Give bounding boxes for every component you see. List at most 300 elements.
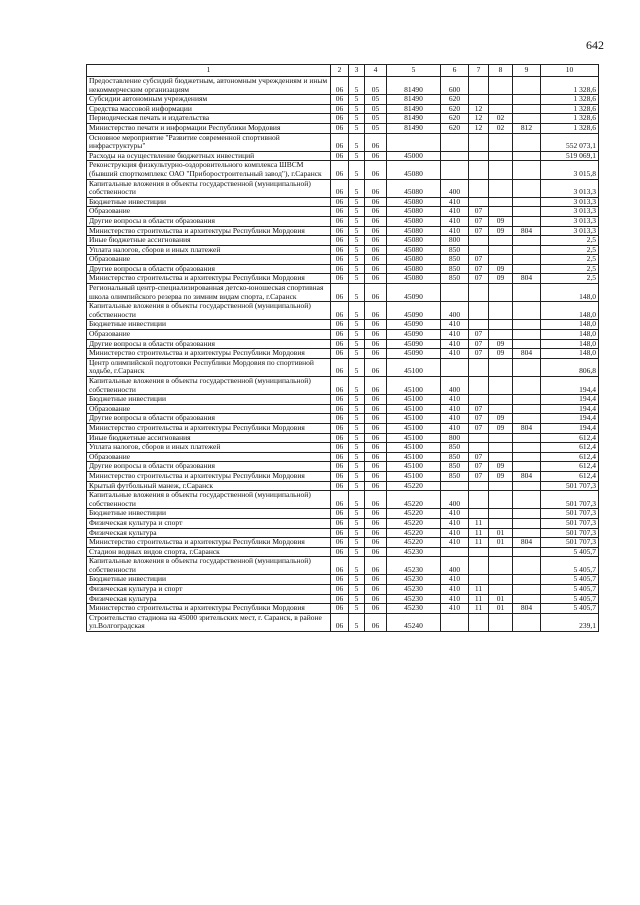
amount-cell: 194,4 — [541, 377, 599, 395]
subsection-cell — [489, 236, 513, 246]
code-cell: 5 — [349, 104, 365, 114]
table-row — [87, 114, 599, 124]
code-cell: 5 — [349, 414, 365, 424]
section-cell: 11 — [469, 518, 489, 528]
target-code-cell: 45000 — [387, 151, 441, 161]
section-cell: 07 — [469, 471, 489, 481]
target-code-cell: 45080 — [387, 161, 441, 179]
subsection-cell: 01 — [489, 528, 513, 538]
ministry-cell — [513, 404, 541, 414]
code-cell: 06 — [365, 179, 387, 197]
item-name-cell: Министерство печати и информации Республики Мордовия — [87, 123, 331, 133]
code-cell: 06 — [365, 358, 387, 376]
code-cell: 06 — [365, 518, 387, 528]
table-row — [87, 77, 599, 95]
item-name-cell: Бюджетные инвестиции — [87, 320, 331, 330]
code-cell: 5 — [349, 207, 365, 217]
ministry-cell — [513, 236, 541, 246]
item-name-cell: Образование — [87, 255, 331, 265]
code-cell: 06 — [365, 151, 387, 161]
code-cell: 5 — [349, 77, 365, 95]
amount-cell: 501 707,3 — [541, 538, 599, 548]
table-row — [87, 339, 599, 349]
subsection-cell — [489, 509, 513, 519]
table-row — [87, 547, 599, 557]
code-cell: 06 — [365, 481, 387, 491]
code-cell: 5 — [349, 264, 365, 274]
section-cell: 11 — [469, 585, 489, 595]
item-name-cell: Образование — [87, 330, 331, 340]
code-cell: 5 — [349, 236, 365, 246]
amount-cell: 612,4 — [541, 452, 599, 462]
item-name-cell: Другие вопросы в области образования — [87, 216, 331, 226]
target-code-cell: 45100 — [387, 423, 441, 433]
code-cell: 06 — [331, 604, 349, 614]
table-row — [87, 330, 599, 340]
code-cell: 5 — [349, 320, 365, 330]
code-cell: 5 — [349, 538, 365, 548]
target-code-cell: 45080 — [387, 236, 441, 246]
table-row — [87, 452, 599, 462]
code-cell: 06 — [365, 538, 387, 548]
amount-cell: 612,4 — [541, 462, 599, 472]
target-code-cell: 81490 — [387, 77, 441, 95]
table-row — [87, 414, 599, 424]
target-code-cell: 45220 — [387, 538, 441, 548]
code-cell: 06 — [331, 518, 349, 528]
table-row — [87, 491, 599, 509]
code-cell: 5 — [349, 339, 365, 349]
table-row — [87, 104, 599, 114]
item-name-cell: Бюджетные инвестиции — [87, 395, 331, 405]
subsection-cell — [489, 104, 513, 114]
target-code-cell: 81490 — [387, 114, 441, 124]
subsection-cell: 09 — [489, 264, 513, 274]
expense-type-cell — [441, 613, 469, 631]
section-cell — [469, 491, 489, 509]
code-cell: 5 — [349, 547, 365, 557]
item-name-cell: Министерство строительства и архитектуры Республики Мордовия — [87, 471, 331, 481]
section-cell: 12 — [469, 114, 489, 124]
target-code-cell: 45240 — [387, 613, 441, 631]
code-cell: 06 — [331, 161, 349, 179]
code-cell: 06 — [365, 339, 387, 349]
subsection-cell — [489, 330, 513, 340]
target-code-cell: 45230 — [387, 585, 441, 595]
code-cell: 05 — [365, 104, 387, 114]
subsection-cell — [489, 452, 513, 462]
expense-type-cell: 850 — [441, 264, 469, 274]
subsection-cell — [489, 547, 513, 557]
subsection-cell — [489, 377, 513, 395]
subsection-cell — [489, 404, 513, 414]
code-cell: 06 — [331, 274, 349, 284]
code-cell: 5 — [349, 179, 365, 197]
table-row — [87, 509, 599, 519]
expense-type-cell: 410 — [441, 339, 469, 349]
amount-cell: 501 707,3 — [541, 491, 599, 509]
target-code-cell: 45220 — [387, 528, 441, 538]
table-row — [87, 284, 599, 302]
code-cell: 06 — [365, 207, 387, 217]
item-name-cell: Физическая культура — [87, 594, 331, 604]
expense-type-cell: 410 — [441, 423, 469, 433]
amount-cell: 806,8 — [541, 358, 599, 376]
section-cell: 07 — [469, 274, 489, 284]
item-name-cell: Предоставление субсидий бюджетным, автономным учреждениям и иным некоммерческим организациям — [87, 77, 331, 95]
code-cell: 06 — [365, 452, 387, 462]
code-cell: 06 — [331, 509, 349, 519]
expense-type-cell: 410 — [441, 330, 469, 340]
table-row — [87, 226, 599, 236]
amount-cell: 239,1 — [541, 613, 599, 631]
code-cell: 06 — [365, 330, 387, 340]
code-cell: 06 — [331, 226, 349, 236]
code-cell: 06 — [331, 114, 349, 124]
expense-type-cell: 410 — [441, 594, 469, 604]
subsection-cell — [489, 284, 513, 302]
item-name-cell: Министерство строительства и архитектуры Республики Мордовия — [87, 423, 331, 433]
code-cell: 06 — [331, 207, 349, 217]
ministry-cell — [513, 264, 541, 274]
code-cell: 5 — [349, 557, 365, 575]
amount-cell: 501 707,3 — [541, 481, 599, 491]
subsection-cell — [489, 302, 513, 320]
subsection-cell: 09 — [489, 339, 513, 349]
table-row — [87, 377, 599, 395]
code-cell: 06 — [331, 133, 349, 151]
code-cell: 06 — [331, 245, 349, 255]
amount-cell: 5 405,7 — [541, 547, 599, 557]
expense-type-cell: 850 — [441, 462, 469, 472]
code-cell: 06 — [331, 104, 349, 114]
code-cell: 06 — [365, 226, 387, 236]
code-cell: 06 — [331, 594, 349, 604]
code-cell: 5 — [349, 528, 365, 538]
code-cell: 5 — [349, 161, 365, 179]
subsection-cell — [489, 613, 513, 631]
item-name-cell: Другие вопросы в области образования — [87, 462, 331, 472]
table-row — [87, 151, 599, 161]
code-cell: 06 — [365, 161, 387, 179]
ministry-cell — [513, 528, 541, 538]
table-row — [87, 179, 599, 197]
ministry-cell — [513, 358, 541, 376]
amount-cell: 1 328,6 — [541, 77, 599, 95]
code-cell: 5 — [349, 216, 365, 226]
subsection-cell — [489, 358, 513, 376]
code-cell: 06 — [365, 491, 387, 509]
code-cell: 06 — [331, 179, 349, 197]
amount-cell: 1 328,6 — [541, 114, 599, 124]
subsection-cell: 09 — [489, 216, 513, 226]
item-name-cell: Капитальные вложения в объекты государственной (муниципальной) собственности — [87, 491, 331, 509]
budget-table-container — [86, 64, 598, 632]
amount-cell: 5 405,7 — [541, 585, 599, 595]
target-code-cell: 45230 — [387, 557, 441, 575]
item-name-cell: Субсидии автономным учреждениям — [87, 95, 331, 105]
target-code-cell: 45090 — [387, 349, 441, 359]
table-row — [87, 604, 599, 614]
code-cell: 06 — [365, 613, 387, 631]
target-code-cell: 45100 — [387, 404, 441, 414]
ministry-cell — [513, 443, 541, 453]
expense-type-cell: 850 — [441, 443, 469, 453]
table-row — [87, 349, 599, 359]
code-cell: 5 — [349, 197, 365, 207]
target-code-cell: 45220 — [387, 481, 441, 491]
expense-type-cell: 410 — [441, 585, 469, 595]
target-code-cell: 45080 — [387, 245, 441, 255]
subsection-cell: 09 — [489, 462, 513, 472]
subsection-cell: 09 — [489, 414, 513, 424]
ministry-cell — [513, 481, 541, 491]
code-cell: 05 — [365, 114, 387, 124]
subsection-cell — [489, 161, 513, 179]
section-cell — [469, 443, 489, 453]
expense-type-cell: 410 — [441, 414, 469, 424]
ministry-cell: 804 — [513, 226, 541, 236]
amount-cell: 3 013,3 — [541, 179, 599, 197]
subsection-cell — [489, 255, 513, 265]
expense-type-cell — [441, 547, 469, 557]
target-code-cell: 45100 — [387, 443, 441, 453]
target-code-cell: 45080 — [387, 274, 441, 284]
code-cell: 06 — [365, 575, 387, 585]
code-cell: 06 — [365, 349, 387, 359]
item-name-cell: Физическая культура и спорт — [87, 518, 331, 528]
subsection-cell — [489, 575, 513, 585]
section-cell: 11 — [469, 528, 489, 538]
subsection-cell — [489, 151, 513, 161]
amount-cell: 194,4 — [541, 404, 599, 414]
subsection-cell — [489, 77, 513, 95]
code-cell: 5 — [349, 395, 365, 405]
ministry-cell — [513, 395, 541, 405]
table-row — [87, 585, 599, 595]
ministry-cell — [513, 377, 541, 395]
ministry-cell — [513, 104, 541, 114]
code-cell: 06 — [365, 528, 387, 538]
target-code-cell: 45100 — [387, 358, 441, 376]
expense-type-cell: 620 — [441, 104, 469, 114]
expense-type-cell: 620 — [441, 95, 469, 105]
item-name-cell: Стадион водных видов спорта, г.Саранск — [87, 547, 331, 557]
code-cell: 06 — [365, 404, 387, 414]
page-number: 642 — [586, 38, 604, 52]
code-cell: 06 — [331, 236, 349, 246]
ministry-cell — [513, 613, 541, 631]
code-cell: 06 — [365, 414, 387, 424]
section-cell: 07 — [469, 339, 489, 349]
code-cell: 06 — [331, 284, 349, 302]
ministry-cell — [513, 414, 541, 424]
code-cell: 5 — [349, 330, 365, 340]
amount-cell: 2,5 — [541, 264, 599, 274]
section-cell — [469, 151, 489, 161]
expense-type-cell: 850 — [441, 255, 469, 265]
ministry-cell — [513, 179, 541, 197]
target-code-cell: 45080 — [387, 179, 441, 197]
table-row — [87, 216, 599, 226]
table-row — [87, 302, 599, 320]
code-cell: 06 — [365, 320, 387, 330]
amount-cell: 3 013,3 — [541, 216, 599, 226]
subsection-cell: 01 — [489, 538, 513, 548]
ministry-cell — [513, 255, 541, 265]
code-cell: 06 — [331, 471, 349, 481]
amount-cell: 148,0 — [541, 349, 599, 359]
table-row — [87, 481, 599, 491]
subsection-cell: 09 — [489, 423, 513, 433]
item-name-cell: Расходы на осуществление бюджетных инвестиций — [87, 151, 331, 161]
table-row — [87, 404, 599, 414]
table-row — [87, 274, 599, 284]
table-row — [87, 471, 599, 481]
ministry-cell — [513, 585, 541, 595]
amount-cell: 552 073,1 — [541, 133, 599, 151]
code-cell: 5 — [349, 245, 365, 255]
table-row — [87, 236, 599, 246]
section-cell: 07 — [469, 404, 489, 414]
target-code-cell: 45100 — [387, 433, 441, 443]
table-row — [87, 433, 599, 443]
ministry-cell — [513, 95, 541, 105]
section-cell: 07 — [469, 423, 489, 433]
code-cell: 06 — [331, 123, 349, 133]
code-cell: 06 — [331, 443, 349, 453]
section-cell: 07 — [469, 226, 489, 236]
item-name-cell: Средства массовой информации — [87, 104, 331, 114]
amount-cell: 612,4 — [541, 443, 599, 453]
code-cell: 06 — [331, 585, 349, 595]
table-row — [87, 95, 599, 105]
amount-cell: 2,5 — [541, 236, 599, 246]
code-cell: 06 — [365, 236, 387, 246]
code-cell: 5 — [349, 423, 365, 433]
code-cell: 5 — [349, 613, 365, 631]
code-cell: 06 — [365, 557, 387, 575]
code-cell: 5 — [349, 452, 365, 462]
header-cell: 8 — [489, 65, 513, 77]
code-cell: 06 — [365, 423, 387, 433]
subsection-cell — [489, 179, 513, 197]
code-cell: 06 — [331, 197, 349, 207]
ministry-cell — [513, 452, 541, 462]
amount-cell: 3 013,3 — [541, 197, 599, 207]
section-cell — [469, 77, 489, 95]
code-cell: 06 — [365, 433, 387, 443]
table-row — [87, 557, 599, 575]
ministry-cell — [513, 320, 541, 330]
ministry-cell — [513, 133, 541, 151]
section-cell — [469, 284, 489, 302]
code-cell: 5 — [349, 123, 365, 133]
amount-cell: 501 707,3 — [541, 518, 599, 528]
subsection-cell: 01 — [489, 604, 513, 614]
section-cell: 07 — [469, 255, 489, 265]
subsection-cell — [489, 433, 513, 443]
subsection-cell — [489, 207, 513, 217]
code-cell: 5 — [349, 518, 365, 528]
target-code-cell: 45090 — [387, 339, 441, 349]
item-name-cell: Образование — [87, 452, 331, 462]
section-cell — [469, 481, 489, 491]
amount-cell: 3 015,8 — [541, 161, 599, 179]
code-cell: 06 — [365, 133, 387, 151]
code-cell: 06 — [365, 245, 387, 255]
expense-type-cell — [441, 151, 469, 161]
code-cell: 5 — [349, 151, 365, 161]
header-cell: 10 — [541, 65, 599, 77]
section-cell — [469, 245, 489, 255]
table-row — [87, 462, 599, 472]
item-name-cell: Капитальные вложения в объекты государственной (муниципальной) собственности — [87, 377, 331, 395]
code-cell: 06 — [331, 377, 349, 395]
section-cell — [469, 320, 489, 330]
code-cell: 06 — [331, 528, 349, 538]
ministry-cell — [513, 216, 541, 226]
expense-type-cell: 800 — [441, 433, 469, 443]
amount-cell: 3 013,3 — [541, 207, 599, 217]
expense-type-cell — [441, 133, 469, 151]
item-name-cell: Капитальные вложения в объекты государственной (муниципальной) собственности — [87, 302, 331, 320]
code-cell: 06 — [331, 462, 349, 472]
item-name-cell: Министерство строительства и архитектуры Республики Мордовия — [87, 349, 331, 359]
amount-cell: 3 013,3 — [541, 226, 599, 236]
section-cell — [469, 395, 489, 405]
expense-type-cell: 400 — [441, 302, 469, 320]
item-name-cell: Другие вопросы в области образования — [87, 264, 331, 274]
target-code-cell: 45090 — [387, 284, 441, 302]
section-cell — [469, 557, 489, 575]
ministry-cell — [513, 151, 541, 161]
ministry-cell — [513, 330, 541, 340]
code-cell: 06 — [331, 491, 349, 509]
ministry-cell — [513, 575, 541, 585]
expense-type-cell: 410 — [441, 404, 469, 414]
code-cell: 06 — [365, 585, 387, 595]
table-row — [87, 197, 599, 207]
item-name-cell: Министерство строительства и архитектуры Республики Мордовия — [87, 604, 331, 614]
header-cell: 9 — [513, 65, 541, 77]
header-cell: 5 — [387, 65, 441, 77]
expense-type-cell: 410 — [441, 216, 469, 226]
section-cell: 12 — [469, 104, 489, 114]
amount-cell: 1 328,6 — [541, 104, 599, 114]
section-cell: 07 — [469, 207, 489, 217]
code-cell: 5 — [349, 255, 365, 265]
section-cell — [469, 133, 489, 151]
item-name-cell: Центр олимпийской подготовки Республики Мордовия по спортивной ходьбе, г.Саранск — [87, 358, 331, 376]
item-name-cell: Периодическая печать и издательства — [87, 114, 331, 124]
code-cell: 06 — [331, 330, 349, 340]
section-cell: 07 — [469, 414, 489, 424]
table-header-row — [87, 65, 599, 77]
item-name-cell: Бюджетные инвестиции — [87, 575, 331, 585]
item-name-cell: Другие вопросы в области образования — [87, 339, 331, 349]
table-row — [87, 538, 599, 548]
target-code-cell: 45230 — [387, 594, 441, 604]
section-cell: 07 — [469, 462, 489, 472]
header-cell: 7 — [469, 65, 489, 77]
ministry-cell — [513, 302, 541, 320]
target-code-cell: 45090 — [387, 302, 441, 320]
code-cell: 06 — [365, 462, 387, 472]
code-cell: 06 — [365, 302, 387, 320]
expense-type-cell: 410 — [441, 349, 469, 359]
subsection-cell — [489, 443, 513, 453]
